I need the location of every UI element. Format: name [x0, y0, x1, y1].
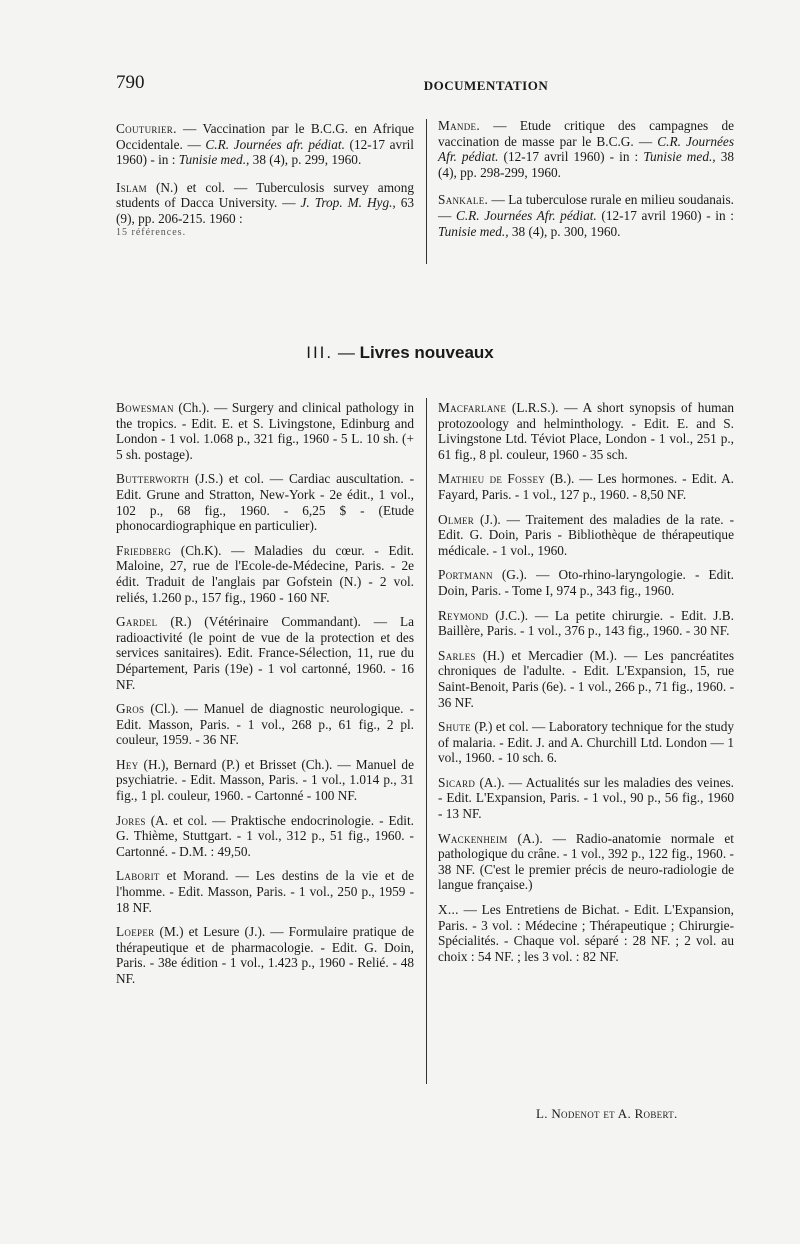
- books-right-column: [438, 400, 734, 973]
- book-entry: [438, 512, 734, 559]
- book-details: (R.) (Vétérinaire Commandant). — La radioactivité (le point de vue de la protection et des services sanitaires). Edit. France-Sélection, 11, rue du Département, Paris (19e) - 1 vol cartonné, 1960. - 16 NF.: [116, 614, 414, 692]
- book-author: Wackenheim: [438, 830, 508, 846]
- book-details: (G.). — Oto-rhino-laryngologie. - Edit. Doin, Paris. - Tome I, 974 p., 343 fig., 1960.: [438, 567, 734, 598]
- book-author: X...: [438, 902, 459, 918]
- book-entry: [438, 608, 734, 639]
- page-number: 790: [116, 72, 145, 93]
- book-author: Reymond: [438, 607, 489, 623]
- reference-entry: Mande. — Etude critique des campagnes de vaccination de masse par le B.C.G. — C.R. Journées Afr. pédiat. (12-17 avril 1960) - in : Tunisie med., 38 (4), pp. 298-299, 1960.: [438, 118, 734, 180]
- book-details: — Les Entretiens de Bichat. - Edit. L'Expansion, Paris. - 3 vol. : Médecine ; Thérapeutique ; Chirurgie-Spécialités. - Chaque vol. séparé : 28 NF. ; 2 vol. au choix : 54 NF. ; les 3 vol. : 82 NF.: [438, 902, 734, 964]
- book-details: (H.), Bernard (P.) et Brisset (Ch.). — Manuel de psychiatrie. - Edit. Masson, Paris. - 1 vol., 1.014 p., 31 fig., 1 pl. couleur, 1960. - Cartonné - 100 NF.: [116, 756, 414, 804]
- book-details: (M.) et Lesure (J.). — Formulaire pratique de thérapeutique et de pharmacologie. - Edit. G. Doin, Paris. - 38e édition - 1 vol., 1.423 p., 1960 - Relié. - 48 NF.: [116, 924, 414, 986]
- column-divider: [426, 398, 427, 1084]
- reference-author: Mande.: [438, 118, 480, 133]
- journal-title: C.R. Journées Afr. pédiat.: [455, 207, 597, 223]
- book-entry: [438, 719, 734, 766]
- book-details: (L.R.S.). — A short synopsis of human protozoology and helminthology. - Edit. E. and S. Livingstone Ltd. Téviot Place, London - 1 vol., 251 p., 61 fig., 8 pl. couleur, 1960 - 35 sch.: [438, 400, 734, 462]
- column-divider: [426, 119, 427, 264]
- book-entry: [438, 648, 734, 710]
- book-author: Macfarlane: [438, 400, 507, 415]
- books-left-column: [116, 400, 414, 996]
- book-author: Jores: [116, 812, 146, 828]
- references-right-column: [438, 118, 734, 251]
- book-details: (A. et col. — Praktische endocrinologie. - Edit. G. Thième, Stuttgart. - 1 vol., 312 p., 51 fig., 1960. - Cartonné. - D.M. : 49,50.: [116, 812, 414, 859]
- book-entry: [438, 471, 734, 502]
- book-entry: [116, 543, 414, 605]
- journal-title: J. Trop. M. Hyg.,: [300, 195, 396, 211]
- reference-author: Couturier.: [116, 121, 177, 136]
- book-entry: [116, 757, 414, 804]
- book-author: Hey: [116, 756, 139, 772]
- book-entry: [116, 924, 414, 986]
- book-author: Friedberg: [116, 542, 172, 558]
- reference-author: Islam: [116, 179, 147, 195]
- reference-entry: Couturier. — Vaccination par le B.C.G. en Afrique Occidentale. — C.R. Journées afr. pédiat. (12-17 avril 1960) - in : Tunisie med., 38 (4), p. 299, 1960.: [116, 121, 415, 168]
- book-details: (J.S.) et col. — Cardiac auscultation. - Edit. Grune and Stratton, New-York - 2e édit., 1 vol., 102 p., 68 fig., 1960. - 6,25 $ - (Etude phonocardiographique en particulier).: [116, 471, 414, 534]
- book-author: Portmann: [438, 567, 493, 583]
- signature-text: L. Nodenot et A. Robert.: [536, 1106, 678, 1121]
- book-details: (Cl.). — Manuel de diagnostic neurologique. - Edit. Masson, Paris. - 1 vol., 268 p., 61 fig., 2 pl. couleur, 1959. - 36 NF.: [116, 701, 414, 748]
- references-left-column: [116, 121, 414, 251]
- book-details: (B.). — Les hormones. - Edit. A. Fayard, Paris. - 1 vol., 127 p., 1960. - 8,50 NF.: [438, 471, 735, 502]
- book-details: (P.) et col. — Laboratory technique for the study of malaria. - Edit. J. and A. Churchill Ltd. London — 1 vol., 1960. - 10 sch. 6.: [438, 719, 734, 766]
- book-author: Loeper: [116, 924, 155, 940]
- book-entry: [438, 400, 734, 462]
- book-entry: [116, 868, 414, 915]
- book-author: Laborit: [116, 868, 160, 884]
- book-details: (Ch.K). — Maladies du cœur. - Edit. Maloine, 27, rue de l'Ecole-de-Médecine, Paris. - 2e édit. Traduit de l'anglais par Gofstein (N.) - 2 vol. reliés, 1.260 p., 157 fig., 1960 - 160 NF.: [116, 542, 414, 605]
- section-numeral: III.: [306, 343, 334, 362]
- journal-title: C.R. Journées afr. pédiat.: [205, 136, 345, 152]
- book-entry: [116, 400, 414, 462]
- book-entry: [438, 831, 734, 893]
- book-details: (Ch.). — Surgery and clinical pathology in the tropics. - Edit. E. et S. Livingstone, Edinburg and London - 1 vol. 1.068 p., 321 fig., 1960 - 5 L. 10 sh. (+ 5 sh. postage).: [116, 400, 414, 462]
- book-author: Sicard: [438, 774, 476, 790]
- journal-title: C.R. Journées Afr. pédiat.: [438, 133, 734, 165]
- book-entry: [116, 614, 414, 692]
- book-author: Gardel: [116, 614, 158, 630]
- book-author: Bowesman: [116, 400, 174, 415]
- book-entry: [438, 567, 734, 598]
- book-author: Mathieu de Fossey: [438, 471, 546, 487]
- reference-entry: Islam (N.) et col. — Tuberculosis survey among students of Dacca University. — J. Trop. M. Hyg., 63 (9), pp. 206-215. 1960 : 15 références.: [116, 179, 414, 238]
- book-entry: [116, 471, 414, 533]
- book-details: (A.). — Actualités sur les maladies des veines. - Edit. L'Expansion, Paris. - 1 vol., 90 p., 56 fig., 1960 - 13 NF.: [438, 774, 734, 822]
- reference-note: 15 références.: [116, 226, 187, 238]
- journal-title: Tunisie med.,: [178, 152, 250, 168]
- page-header: [116, 68, 726, 98]
- book-entry: [116, 701, 414, 748]
- journal-title: Tunisie med.,: [438, 223, 509, 239]
- reference-author: Sankale.: [438, 192, 489, 208]
- book-details: (A.). — Radio-anatomie normale et pathologique du crâne. - 1 vol., 392 p., 122 fig., 1960. - 38 NF. (C'est le premier précis de neuro-radiologie de langue française.): [438, 830, 734, 893]
- signature: [536, 1106, 678, 1122]
- book-details: (J.). — Traitement des maladies de la rate. - Edit. G. Doin, Paris - Bibliothèque de thérapeutique médicale. - 1 vol., 1960.: [438, 511, 734, 558]
- section-title: Livres nouveaux: [359, 343, 494, 362]
- section-heading: [0, 343, 800, 363]
- book-author: Butterworth: [116, 471, 190, 487]
- section-dash: —: [333, 343, 360, 362]
- book-author: Sarles: [438, 647, 476, 663]
- reference-entry: Sankale. — La tuberculose rurale en milieu soudanais. — C.R. Journées Afr. pédiat. (12-17 avril 1960) - in : Tunisie med., 38 (4), p. 300, 1960.: [438, 192, 735, 239]
- book-entry: [438, 902, 734, 964]
- running-title: DOCUMENTATION: [423, 78, 549, 93]
- journal-title: Tunisie med.,: [643, 149, 716, 165]
- book-author: Shute: [438, 719, 471, 735]
- book-details: (J.C.). — La petite chirurgie. - Edit. J.B. Baillère, Paris. - 1 vol., 376 p., 143 fig., 1960. - 30 NF.: [438, 607, 734, 639]
- book-details: (H.) et Mercadier (M.). — Les pancréatites chroniques de l'adulte. - Edit. L'Expansion, 15, rue Saint-Benoit, Paris (6e). - 1 vol., 266 p., 71 fig., 1960. - 36 NF.: [438, 647, 734, 710]
- book-entry: [116, 813, 414, 860]
- book-details: et Morand. — Les destins de la vie et de l'homme. - Edit. Masson, Paris. - 1 vol., 250 p., 1959 - 18 NF.: [116, 868, 414, 915]
- book-entry: [438, 775, 734, 822]
- book-author: Olmer: [438, 511, 475, 527]
- book-author: Gros: [116, 701, 145, 717]
